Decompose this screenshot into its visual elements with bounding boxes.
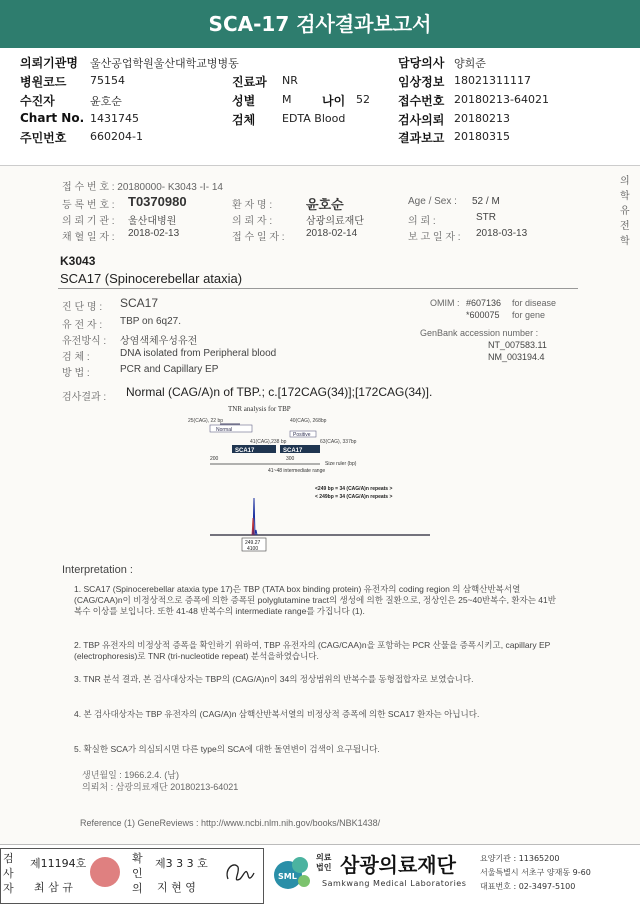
hospital-code-value: 75154 — [90, 74, 125, 87]
logo-text: SML — [278, 872, 297, 881]
genbank-label: GenBank accession number : — [420, 328, 539, 338]
receipt-line: 접 수 번 호 : 20180000- K3043 -I- 14 — [62, 182, 223, 193]
inst-value: 울산대병원 — [128, 216, 177, 227]
patient-label: 수진자 — [20, 94, 55, 108]
report-label: 보 고 일 자 : — [408, 232, 461, 243]
fig-l4: 63(CAG), 337bp — [320, 439, 357, 445]
result-value: Normal (CAG/A)n of TBP.; c.[172CAG(34)];[172CAG(34)]. — [126, 385, 433, 399]
sex-label: 성별 — [232, 94, 256, 108]
fig-box2: SCA17 — [283, 448, 303, 454]
dept-value: NR — [282, 74, 298, 87]
report-date-value: 20180315 — [454, 130, 510, 143]
genbank-nm: NM_003194.4 — [488, 352, 545, 362]
id-no-label: 주민번호 — [20, 131, 67, 145]
foundation-name: 삼광의료재단 — [340, 853, 456, 877]
chart-no-label: Chart No. — [20, 111, 85, 125]
inst-label: 의 뢰 기 관 : — [62, 216, 115, 227]
reg-value: T0370980 — [128, 194, 187, 209]
interp-item-4: 4. 본 검사대상자는 TBP 유전자의 (CAG/A)n 삼핵산반복서열의 비정상적 증폭에 의한 SCA17 환자는 아닙니다. — [74, 709, 480, 719]
fig-l1: 25(CAG), 22 bp — [188, 418, 224, 424]
dx-value: SCA17 — [120, 296, 159, 310]
fig-scale-max: 300 — [286, 456, 295, 462]
sex-value: M — [282, 93, 292, 106]
req-label: 의 뢰 : — [408, 216, 436, 227]
side-stamp: 의학유전학 — [620, 176, 630, 247]
omim-gene: *600075 — [466, 310, 500, 320]
divider — [58, 288, 578, 289]
peak-label-size: 249.27 — [245, 540, 261, 546]
tester-name: 최 삼 규 — [34, 881, 73, 894]
test-name: SCA17 (Spinocerebellar ataxia) — [60, 271, 243, 286]
age-label: 나이 — [322, 94, 346, 108]
request-date-value: 20180213 — [454, 112, 510, 125]
seal-stamp — [90, 857, 120, 887]
age-value: 52 — [356, 93, 370, 106]
dept-label: 의 뢰 자 : — [232, 216, 273, 227]
reg-label: 등 록 번 호 : — [62, 200, 115, 211]
omim-disease-note: for disease — [512, 298, 557, 308]
interp-item-5: 5. 확실한 SCA가 의심되시면 다른 type의 SCA에 대한 돌연변이 검색이 요구됩니다. — [74, 744, 380, 754]
inherit-label: 유전방식 : — [62, 336, 107, 347]
hospital-code-label: 병원코드 — [20, 75, 67, 89]
dept-label: 진료과 — [232, 75, 267, 89]
requester: 의뢰처 : 삼광의료재단 20180213-64021 — [82, 782, 239, 792]
result-label: 검사결과 : — [62, 392, 107, 403]
signature — [222, 855, 256, 891]
dx-label: 진 단 명 : — [62, 302, 103, 313]
agesex-value: 52 / M — [472, 196, 500, 207]
id-no-value: 660204-1 — [90, 130, 143, 143]
fig-l2: 40(CAG), 268bp — [290, 418, 327, 424]
interp-title: Interpretation : — [62, 564, 133, 576]
fig-positive: Positive — [293, 432, 311, 438]
recv-label: 접 수 일 자 : — [232, 232, 285, 243]
chart-no-value: 1431745 — [90, 112, 139, 125]
patient-label: 환 자 명 : — [232, 200, 273, 211]
genbank-nt: NT_007583.11 — [488, 340, 547, 350]
institution-label: 의뢰기관명 — [20, 56, 78, 70]
agesex-label: Age / Sex : — [408, 196, 457, 207]
fig-box1: SCA17 — [235, 448, 255, 454]
omim-gene-note: for gene — [512, 310, 546, 320]
req-value: STR — [476, 212, 496, 223]
confirm-no: 제3 3 3 호 — [155, 857, 208, 870]
specimen-label: 검체 — [232, 113, 256, 127]
interp-item-3: 3. TNR 분석 결과, 본 검사대상자는 TBP의 (CAG/A)n이 34의 정상범위의 반복수를 동형접합자로 보였습니다. — [74, 674, 474, 684]
report-date-label: 결과보고 — [398, 131, 445, 145]
method-label: 방 법 : — [62, 368, 90, 379]
test-code: K3043 — [60, 254, 96, 268]
fig-l3: 41(CAG),238 bp — [250, 439, 287, 445]
fig-intermediate: 41~48 intermediate range — [268, 468, 326, 474]
patient-value: 윤호순 — [306, 197, 344, 212]
scanned-report — [0, 166, 640, 844]
inst-code: 요양기관 : 11365200 — [480, 854, 560, 863]
birth-date: 생년월일 : 1966.2.4. (남) — [82, 770, 180, 780]
method-value: PCR and Capillary EP — [120, 364, 219, 375]
omim-label: OMIM : — [430, 298, 460, 308]
receipt-no-value: 20180213-64021 — [454, 93, 549, 106]
inherit-value: 상염색체우성유전 — [120, 336, 198, 347]
foundation-prefix: 의료법인 — [316, 853, 332, 872]
doctor-value: 양희준 — [454, 57, 486, 70]
doctor-label: 담당의사 — [398, 56, 445, 70]
spec-value: DNA isolated from Peripheral blood — [120, 348, 277, 359]
clinical-value: 18021311117 — [454, 74, 531, 87]
report-title: SCA-17 검사결과보고서 — [0, 0, 640, 48]
tester-label: 검사자 — [3, 852, 14, 895]
phone: 대표번호 : 02-3497-5100 — [480, 882, 576, 891]
spec-label: 검 체 : — [62, 352, 90, 363]
interp-item-1: 1. SCA17 (Spinocerebellar ataxia type 17)은 TBP (TATA box binding protein) 유전자의 coding region 의 삼핵산반복서열 (CAG/CAA)n이 비정상적으로 증폭에 의한 증폭된 polyglutamine tract의 생성에 의한 질환으로, 정상인은 25~40반복수, 환자는 41반복수 이상를 보입니다. 또한 41-48 반복수의 intermediate range를 가집니다 (1). — [74, 584, 556, 616]
peak-label-height: 4100 — [247, 546, 259, 552]
specimen-value: EDTA Blood — [282, 112, 346, 125]
receipt-no-label: 접수번호 — [398, 94, 445, 108]
institution-value: 울산공업학원울산대학교병병동 — [90, 57, 239, 70]
confirm-label: 확인의 — [132, 852, 143, 895]
fig-note1: <249 bp = 34 (CAG/A)n repeats > — [315, 486, 393, 492]
dept-value: 삼광의료재단 — [306, 216, 364, 227]
recv-value: 2018-02-14 — [306, 228, 358, 239]
request-date-label: 검사의뢰 — [398, 113, 445, 127]
interp-item-2: 2. TBP 유전자의 비정상적 증폭을 확인하기 위하여, TBP 유전자의 (CAG/CAA)n을 포함하는 PCR 산물을 증폭시키고, capillary EP (electrophoresis)로 TNR (tri-nucleotide repeat) 분석을하였습니다. — [74, 640, 551, 661]
omim-disease: #607136 — [466, 298, 502, 308]
confirm-name: 지 현 영 — [157, 881, 196, 894]
address: 서울특별시 서초구 양재동 9-60 — [480, 868, 591, 877]
report-value: 2018-03-13 — [476, 228, 528, 239]
fig-scale-min: 200 — [210, 456, 219, 462]
tester-no: 제11194호 — [30, 857, 87, 870]
fig-note2: < 249bp = 34 (CAG/A)n repeats > — [315, 494, 393, 500]
gene-value: TBP on 6q27. — [120, 316, 181, 327]
foundation-en: Samkwang Medical Laboratories — [322, 879, 467, 888]
fig-title: TNR analysis for TBP — [228, 405, 291, 413]
reference: Reference (1) GeneReviews : http://www.ncbi.nlm.nih.gov/books/NBK1438/ — [80, 818, 381, 828]
sml-logo-icon — [270, 851, 316, 897]
tnr-figure — [150, 402, 440, 552]
fig-scale-label: Size ruler (bp) — [325, 461, 357, 467]
collect-value: 2018-02-13 — [128, 228, 180, 239]
clinical-label: 임상정보 — [398, 75, 445, 89]
fig-normal: Normal — [216, 427, 233, 433]
patient-value: 윤호순 — [90, 95, 122, 108]
gene-label: 유 전 자 : — [62, 320, 103, 331]
collect-label: 채 혈 일 자 : — [62, 232, 115, 243]
footer — [0, 844, 640, 907]
patient-header — [0, 48, 640, 166]
